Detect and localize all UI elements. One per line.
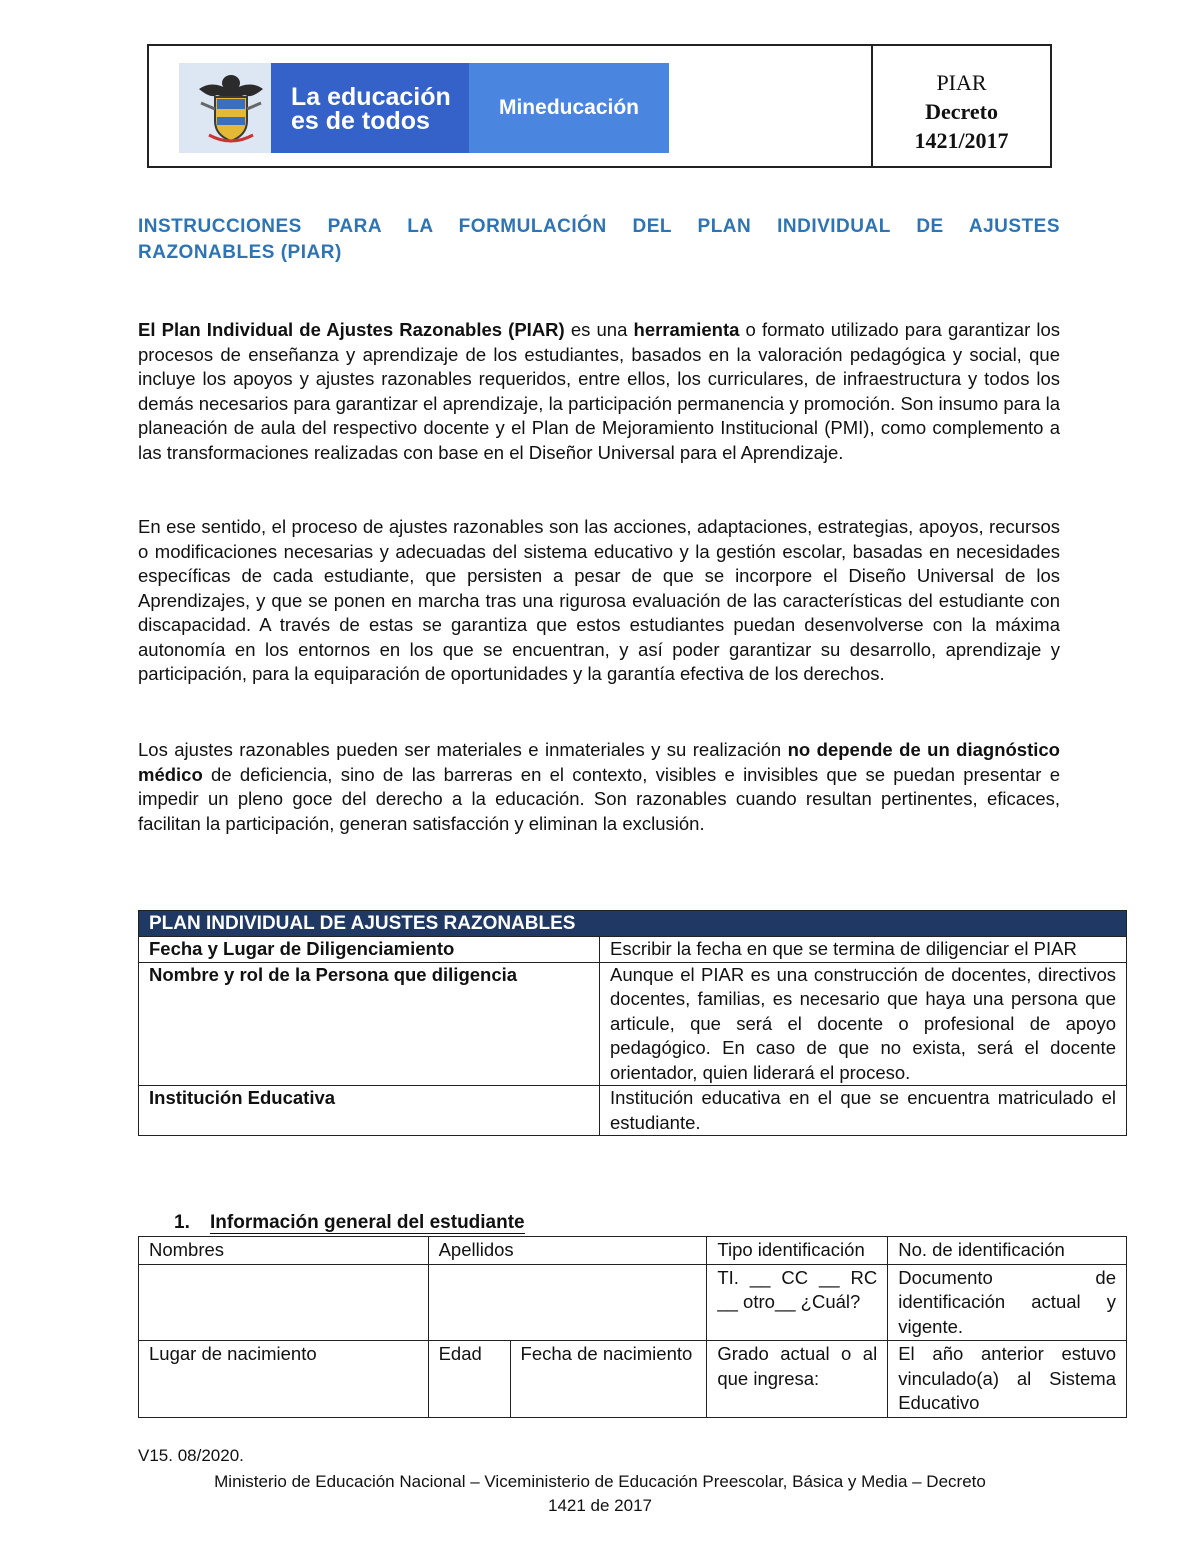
coat-of-arms-icon — [191, 69, 271, 147]
row-value: Institución educativa en el que se encuentra matriculado el estudiante. — [600, 1086, 1127, 1136]
fecha-nacimiento-label: Fecha de nacimiento — [510, 1341, 707, 1418]
badge-line1: PIAR — [936, 70, 987, 95]
row-label: Nombre y rol de la Persona que diligencia — [139, 962, 600, 1086]
table-row — [139, 1264, 1127, 1341]
row-value: Escribir la fecha en que se termina de diligenciar el PIAR — [600, 937, 1127, 963]
paragraph-ajustes-razonables: En ese sentido, el proceso de ajustes razonables son las acciones, adaptaciones, estrategias, apoyos, recursos o modificaciones necesarias y adecuadas del sistema educativo y la gestión escolar, basadas en necesidades específicas de cada estudiante, que persisten a pesar de que se incorpore el Diseño Universal de los Aprendizajes, y que se ponen en marcha tras una rigurosa evaluación de las características del estudiante con discapacidad. A través de estas se garantiza que estos estudiantes puedan desenvolverse con la máxima autonomía en los entornos en los que se encuentran, y así poder garantizar su desarrollo, aprendizaje y participación, para la equiparación de oportunidades y la garantía efectiva de los derechos. — [138, 516, 1060, 684]
apellidos-field[interactable] — [428, 1264, 707, 1341]
nombres-label: Nombres — [139, 1237, 429, 1265]
table-row — [139, 1237, 1127, 1265]
badge-line2: Decreto — [925, 99, 998, 124]
apellidos-label: Apellidos — [428, 1237, 707, 1265]
section-number: 1. — [174, 1212, 190, 1233]
mineducacion-logo — [179, 63, 669, 153]
anio-anterior-label: El año anterior estuvo vinculado(a) al Sistema Educativo — [888, 1341, 1127, 1418]
student-info-table — [138, 1236, 1127, 1418]
bold-text: no depende de un diagnóstico médico — [138, 739, 1060, 785]
bold-text: herramienta — [633, 319, 740, 340]
table-header-row — [139, 911, 1127, 937]
bold-text: El Plan Individual de Ajustes Razonables (PIAR) — [138, 319, 565, 340]
page-title — [138, 214, 1060, 266]
footer-version: V15. 08/2020. — [138, 1446, 244, 1465]
table-row — [139, 937, 1127, 963]
row-label: Fecha y Lugar de Diligenciamiento — [139, 937, 600, 963]
badge-line3: 1421/2017 — [914, 128, 1009, 153]
footer-line1: Ministerio de Educación Nacional – Viceministerio de Educación Preescolar, Básica y Media – Decreto — [214, 1472, 986, 1491]
nombres-field[interactable] — [139, 1264, 429, 1341]
text: o formato utilizado para garantizar los procesos de enseñanza y aprendizaje de los estudiantes, basados en la valoración pedagógica y social, que incluye los apoyos y ajustes razonables requeridos, entre ellos, los curriculares, de infraestructura y todos los demás necesarios para garantizar el aprendizaje, la participación permanencia y promoción. Son insumo para la planeación de aula del respectivo docente y el Plan de Mejoramiento Institucional (PMI), como complemento a las transformaciones realizadas con base en el Diseñor Universal para el Aprendizaje. — [138, 319, 1061, 463]
paragraph-piar-definition — [138, 318, 1060, 465]
row-value: Aunque el PIAR es una construcción de docentes, directivos docentes, familias, es necesario que haya una persona que articule, que será el docente o profesional de apoyo pedagógico. En caso de que no exista, será el docente orientador, quien liderará el proceso. — [600, 962, 1127, 1086]
no-id-label: No. de identificación — [888, 1237, 1127, 1265]
text: es una — [564, 319, 634, 340]
piar-table — [138, 910, 1127, 1136]
section-title: Información general del estudiante — [210, 1212, 525, 1233]
text: de deficiencia, sino de las barreras en el contexto, visibles e invisibles que se puedan presentar e impedir un pleno goce del derecho a la educación. Son razonables cuando resultan pertinentes, eficaces, facilitan la participación, generan satisfacción y eliminan la exclusión. — [138, 763, 1060, 834]
footer-line2: 1421 de 2017 — [548, 1496, 652, 1515]
piar-badge — [873, 46, 1050, 166]
title-line2: RAZONABLES (PIAR) — [138, 242, 342, 263]
row-label: Institución Educativa — [139, 1086, 600, 1136]
table-row — [139, 962, 1127, 1086]
table-row — [139, 1086, 1127, 1136]
no-id-description: Documento de identificación actual y vigente. — [888, 1264, 1127, 1341]
tipo-id-label: Tipo identificación — [707, 1237, 888, 1265]
section-heading — [174, 1212, 525, 1234]
tipo-id-options[interactable]: TI. __ CC __ RC __ otro__ ¿Cuál? — [707, 1264, 888, 1341]
logo-line1: La educación — [291, 83, 451, 111]
grado-label: Grado actual o al que ingresa: — [707, 1341, 888, 1418]
logo-line2: es de todos — [291, 107, 430, 135]
paragraph-materiales — [138, 738, 1060, 836]
logo-primary-block — [271, 63, 469, 153]
table-row — [139, 1341, 1127, 1418]
text: Los ajustes razonables pueden ser materiales e inmateriales y su realización — [138, 739, 788, 760]
edad-label: Edad — [428, 1341, 510, 1418]
title-line1: INSTRUCCIONES PARA LA FORMULACIÓN DEL PLAN INDIVIDUAL DE AJUSTES — [138, 216, 1060, 237]
lugar-nacimiento-label: Lugar de nacimiento — [139, 1341, 429, 1418]
table-header: PLAN INDIVIDUAL DE AJUSTES RAZONABLES — [139, 911, 1127, 937]
logo-secondary-block: Mineducación — [469, 63, 669, 153]
document-header — [147, 44, 1052, 168]
